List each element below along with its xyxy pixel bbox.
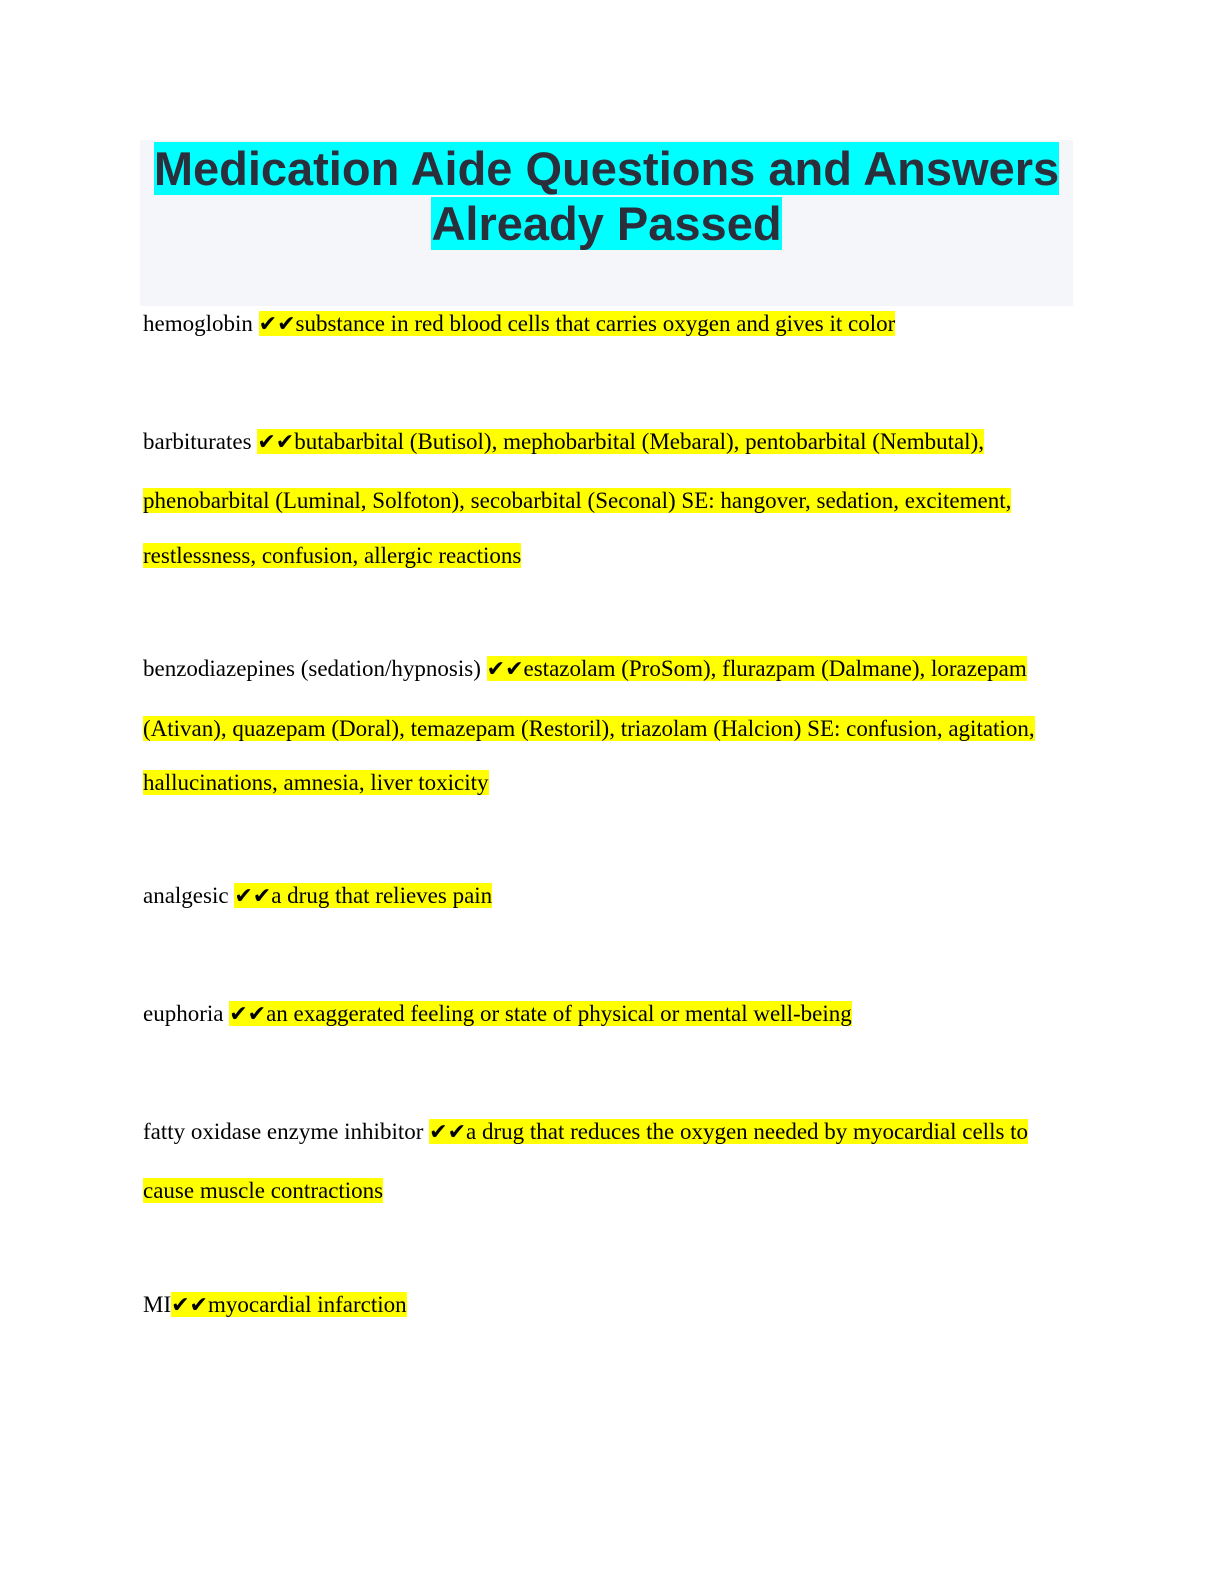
- answer-line: an exaggerated feeling or state of physical or mental well-being: [266, 1001, 852, 1026]
- answer-highlight: [429, 1119, 1028, 1144]
- document-title: [140, 141, 1073, 251]
- double-check-icon: ✔✔: [486, 657, 524, 682]
- answer-highlight: [171, 1292, 407, 1317]
- entry-line: [143, 1177, 383, 1205]
- qa-entry-euphoria: [143, 1000, 852, 1029]
- entry-line: [143, 769, 489, 797]
- answer-line: butabarbital (Butisol), mephobarbital (Mebaral), pentobarbital (Nembutal),: [294, 429, 984, 454]
- term: hemoglobin: [143, 311, 253, 336]
- answer-line: myocardial infarction: [208, 1292, 407, 1317]
- title-line-1: Medication Aide Questions and Answers: [153, 142, 1060, 195]
- answer-line: hallucinations, amnesia, liver toxicity: [143, 770, 489, 795]
- qa-entry-mi: [143, 1291, 407, 1320]
- answer-line: substance in red blood cells that carries oxygen and gives it color: [295, 311, 896, 336]
- answer-line: a drug that relieves pain: [271, 883, 493, 908]
- title-line-2: Already Passed: [431, 197, 782, 250]
- answer-highlight: [229, 1001, 852, 1026]
- double-check-icon: ✔✔: [234, 884, 272, 909]
- entry-line: [143, 428, 984, 457]
- term: MI: [143, 1292, 172, 1317]
- answer-highlight: [487, 656, 1027, 681]
- term: fatty oxidase enzyme inhibitor: [143, 1119, 424, 1144]
- double-check-icon: ✔✔: [429, 1120, 467, 1145]
- answer-highlight: [257, 429, 984, 454]
- term: euphoria: [143, 1001, 224, 1026]
- entry-line: [143, 487, 1011, 515]
- term: benzodiazepines (sedation/hypnosis): [143, 656, 481, 681]
- answer-line: estazolam (ProSom), flurazpam (Dalmane), lorazepam: [523, 656, 1027, 681]
- double-check-icon: ✔✔: [171, 1293, 208, 1318]
- entry-line: [143, 542, 521, 570]
- double-check-icon: ✔✔: [229, 1002, 267, 1027]
- answer-line: phenobarbital (Luminal, Solfoton), secobarbital (Seconal) SE: hangover, sedation, excitement,: [143, 488, 1012, 513]
- double-check-icon: ✔✔: [258, 312, 296, 337]
- answer-line: restlessness, confusion, allergic reactions: [143, 543, 522, 568]
- term: barbiturates: [143, 429, 252, 454]
- entry-line: [143, 715, 1035, 743]
- entry-line: [143, 655, 1027, 684]
- qa-entry-hemoglobin: [143, 310, 895, 339]
- entry-line: [143, 1118, 1028, 1147]
- answer-line: (Ativan), quazepam (Doral), temazepam (Restoril), triazolam (Halcion) SE: confusion, agitation,: [143, 716, 1035, 741]
- double-check-icon: ✔✔: [257, 430, 295, 455]
- answer-highlight: [234, 883, 492, 908]
- answer-highlight: [259, 311, 896, 336]
- qa-entry-analgesic: [143, 882, 492, 911]
- answer-line: a drug that reduces the oxygen needed by myocardial cells to: [466, 1119, 1029, 1144]
- term: analgesic: [143, 883, 229, 908]
- answer-line: cause muscle contractions: [143, 1178, 384, 1203]
